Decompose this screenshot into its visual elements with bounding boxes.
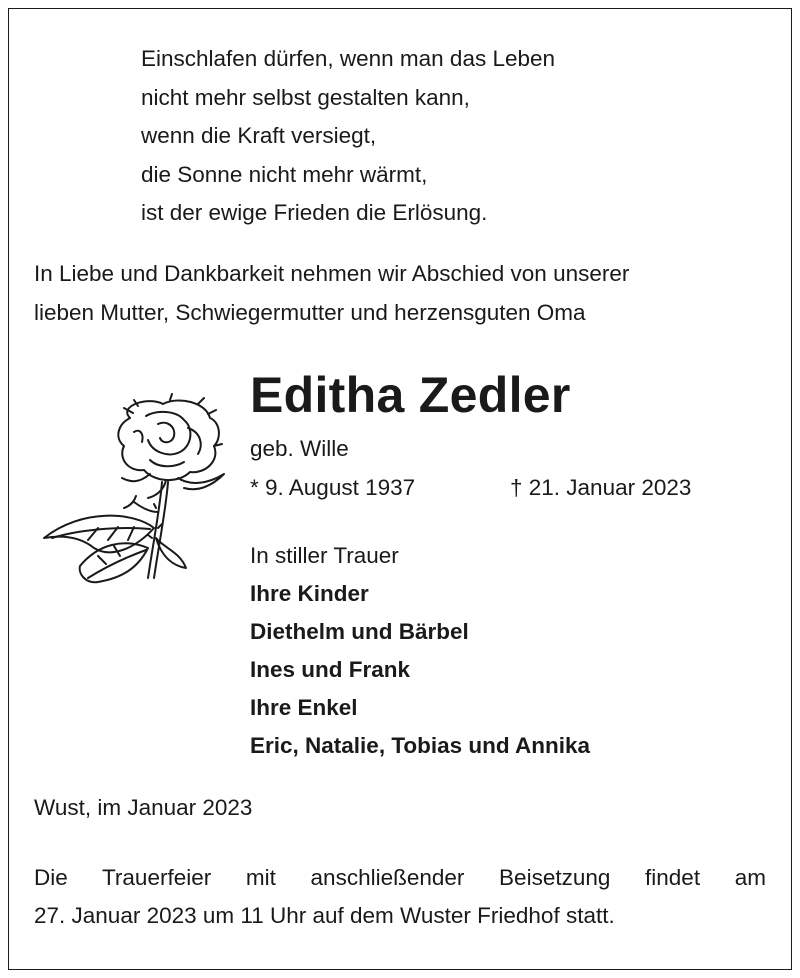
poem-line: wenn die Kraft versiegt,: [141, 123, 377, 148]
poem-line: Einschlafen dürfen, wenn man das Leben: [141, 46, 556, 71]
intro-text: [34, 254, 629, 332]
mourner-line: Ihre Kinder: [250, 581, 369, 606]
birth-date: * 9. August 1937: [250, 475, 416, 500]
funeral-line: Die Trauerfeier mit anschließender Beisetzung findet am: [34, 865, 766, 890]
funeral-notice: [34, 859, 766, 935]
mourners-heading: In stiller Trauer: [250, 543, 399, 568]
mourner-line: Eric, Natalie, Tobias und Annika: [250, 733, 591, 758]
funeral-line: 27. Januar 2023 um 11 Uhr auf dem Wuster Friedhof statt.: [34, 903, 615, 928]
place-date: Wust, im Januar 2023: [34, 795, 253, 820]
mourner-line: Ihre Enkel: [250, 695, 358, 720]
mourner-line: Diethelm und Bärbel: [250, 619, 469, 644]
poem-line: nicht mehr selbst gestalten kann,: [141, 84, 470, 110]
mourner-line: Ines und Frank: [250, 657, 411, 682]
intro-line: lieben Mutter, Schwiegermutter und herzensguten Oma: [34, 300, 586, 325]
birth-name: geb. Wille: [250, 436, 349, 461]
poem: [141, 40, 555, 233]
rose-icon: [38, 388, 238, 588]
death-date: † 21. Januar 2023: [510, 475, 692, 500]
intro-line: In Liebe und Dankbarkeit nehmen wir Abschied von unserer: [34, 261, 630, 286]
poem-line: die Sonne nicht mehr wärmt,: [141, 161, 428, 187]
poem-line: ist der ewige Frieden die Erlösung.: [141, 200, 488, 225]
mourners: [250, 537, 590, 765]
deceased-name: Editha Zedler: [250, 367, 571, 423]
